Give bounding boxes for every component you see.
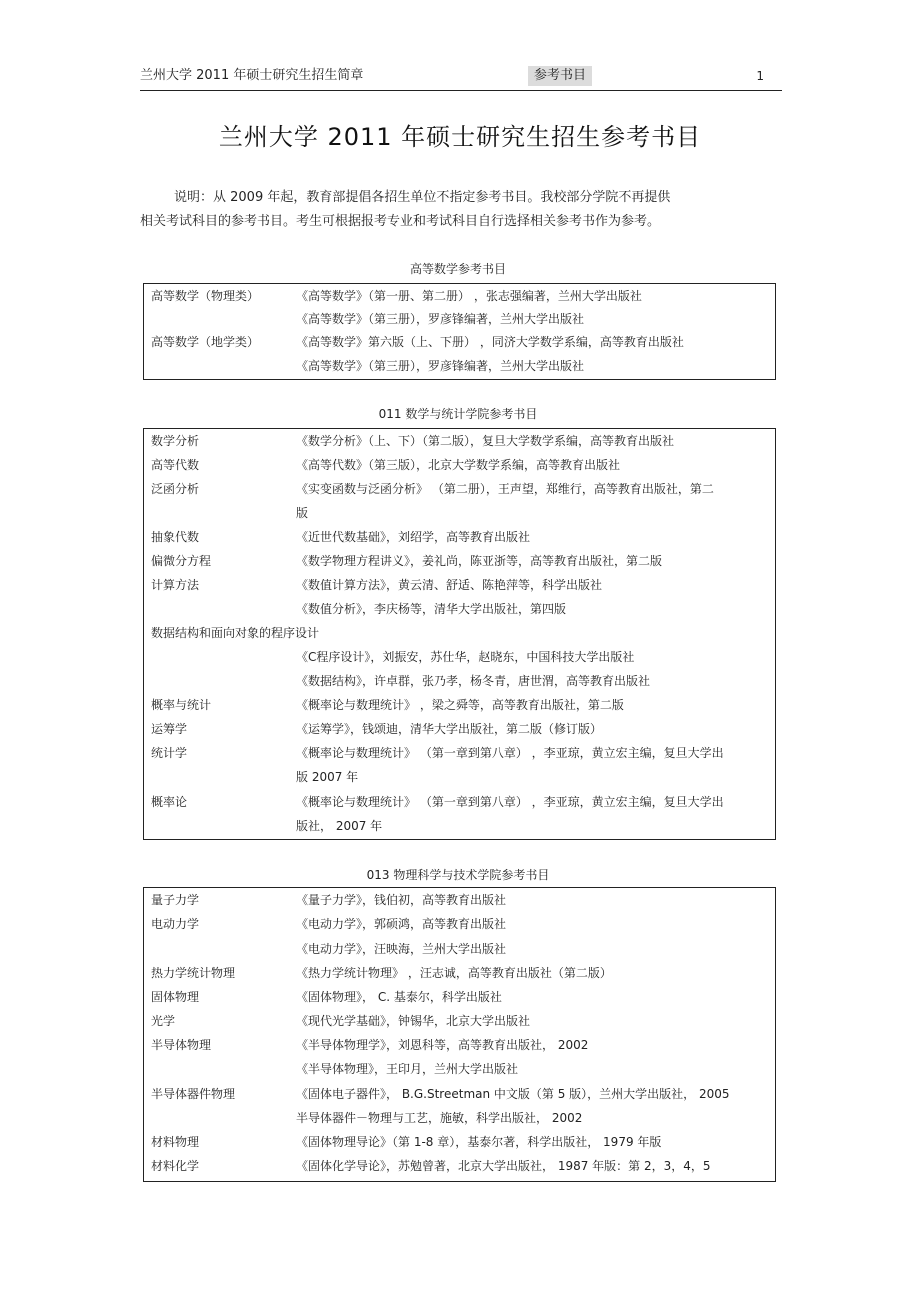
book-cell — [296, 354, 766, 378]
table-013 — [143, 887, 776, 1182]
book-cell — [296, 669, 766, 693]
book-line: 《半导体物理》，王印月，兰州大学出版社 — [296, 1062, 519, 1076]
book-cell — [296, 741, 766, 789]
book-line: 版 — [296, 506, 309, 520]
subject-cell: 统计学 — [151, 746, 188, 760]
subject-cell: 热力学统计物理 — [151, 966, 236, 980]
header-title: 兰州大学 2011 年硕士研究生招生简章 — [140, 68, 364, 83]
subject-cell: 高等数学（地学类） — [151, 335, 260, 349]
subject-cell: 材料化学 — [151, 1159, 200, 1173]
book-line: 《现代光学基础》，钟锡华，北京大学出版社 — [296, 1014, 531, 1028]
book-line: 《固体物理导论》（第 1-8 章），基泰尔著，科学出版社， 1979 年版 — [296, 1135, 662, 1149]
book-cell — [296, 1130, 766, 1154]
subject-cell: 电动力学 — [151, 917, 200, 931]
subject-cell: 数据结构和面向对象的程序设计 — [151, 626, 320, 640]
book-line: 半导体器件－物理与工艺，施敏，科学出版社， 2002 — [296, 1111, 583, 1125]
book-cell — [296, 961, 766, 985]
book-cell — [296, 937, 766, 961]
page-number: 1 — [756, 69, 764, 83]
page-header — [140, 66, 782, 91]
subject-cell: 光学 — [151, 1014, 176, 1028]
book-cell — [296, 1057, 766, 1081]
subject-cell: 运筹学 — [151, 722, 188, 736]
book-cell — [296, 453, 766, 477]
book-cell — [296, 549, 766, 573]
subject-cell: 概率论 — [151, 795, 188, 809]
book-line: 《高等数学》（第三册），罗彦锋编著，兰州大学出版社 — [296, 359, 585, 373]
book-cell — [296, 717, 766, 741]
subject-cell: 半导体器件物理 — [151, 1087, 236, 1101]
book-cell — [296, 597, 766, 621]
book-line: 《电动力学》，郭硕鸿，高等教育出版社 — [296, 917, 507, 931]
document-title: 兰州大学 2011 年硕士研究生招生参考书目 — [218, 123, 702, 151]
section-caption-math: 高等数学参考书目 — [409, 262, 506, 276]
subject-cell: 数学分析 — [151, 434, 200, 448]
book-cell — [296, 888, 766, 912]
subject-cell: 概率与统计 — [151, 698, 212, 712]
section-caption-013: 013 物理科学与技术学院参考书目 — [366, 868, 550, 882]
book-line: 《固体电子器件》， B.G.Streetman 中文版（第 5 版），兰州大学出版社， 2005 — [296, 1087, 730, 1101]
subject-cell: 半导体物理 — [151, 1038, 212, 1052]
book-cell — [296, 525, 766, 549]
book-cell — [296, 307, 766, 331]
book-line: 《数据结构》，许卓群，张乃孝，杨冬青，唐世渭，高等教育出版社 — [296, 674, 651, 688]
table-math — [143, 283, 776, 380]
book-line: 《高等数学》（第三册），罗彦锋编著，兰州大学出版社 — [296, 312, 585, 326]
book-cell — [296, 645, 766, 669]
book-line: 《数学物理方程讲义》，姜礼尚，陈亚浙等，高等教育出版社，第二版 — [296, 554, 663, 568]
table-011 — [143, 428, 776, 840]
section-caption-011: 011 数学与统计学院参考书目 — [378, 407, 538, 421]
subject-cell: 固体物理 — [151, 990, 200, 1004]
book-cell — [296, 1154, 766, 1178]
book-line: 《电动力学》，汪映海，兰州大学出版社 — [296, 942, 507, 956]
subject-cell: 高等数学（物理类） — [151, 289, 260, 303]
note-line-2: 相关考试科目的参考书目。考生可根据报考专业和考试科目自行选择相关参考书作为参考。 — [140, 214, 661, 229]
book-line: 《近世代数基础》，刘绍学，高等教育出版社 — [296, 530, 531, 544]
book-line: 《数值计算方法》，黄云清、舒适、陈艳萍等，科学出版社 — [296, 578, 603, 592]
subject-cell: 计算方法 — [151, 578, 200, 592]
book-line: 《高等数学》第六版（上、下册） ，同济大学数学系编，高等教育出版社 — [296, 335, 684, 349]
book-line: 《半导体物理学》，刘恩科等，高等教育出版社， 2002 — [296, 1038, 589, 1052]
book-line: 《概率论与数理统计》 （第一章到第八章） ，李亚琼，黄立宏主编，复旦大学出 — [296, 746, 724, 760]
book-cell — [296, 1033, 766, 1057]
subject-cell: 高等代数 — [151, 458, 200, 472]
header-section-label: 参考书目 — [528, 66, 592, 86]
book-cell — [296, 477, 766, 525]
book-cell — [296, 429, 766, 453]
book-line: 《C程序设计》，刘振安，苏仕华，赵晓东，中国科技大学出版社 — [296, 650, 635, 664]
subject-cell: 材料物理 — [151, 1135, 200, 1149]
book-cell — [296, 1009, 766, 1033]
book-line: 《高等代数》（第三版），北京大学数学系编，高等教育出版社 — [296, 458, 621, 472]
book-line: 《实变函数与泛函分析》 （第二册），王声望，郑维行，高等教育出版社，第二 — [296, 482, 714, 496]
book-cell — [296, 330, 766, 354]
subject-cell: 偏微分方程 — [151, 554, 212, 568]
book-line: 《热力学统计物理》 ，汪志诚，高等教育出版社（第二版） — [296, 966, 612, 980]
book-line: 版 2007 年 — [296, 770, 359, 784]
book-cell — [296, 1082, 766, 1106]
subject-cell: 抽象代数 — [151, 530, 200, 544]
book-line: 《数学分析》（上、下）（第二版），复旦大学数学系编，高等教育出版社 — [296, 434, 675, 448]
book-line: 《概率论与数理统计》 （第一章到第八章） ，李亚琼，黄立宏主编，复旦大学出 — [296, 795, 724, 809]
book-line: 《固体物理》， C. 基泰尔，科学出版社 — [296, 990, 502, 1004]
book-cell — [296, 912, 766, 936]
book-cell — [296, 284, 766, 308]
book-cell — [296, 693, 766, 717]
book-line: 版社， 2007 年 — [296, 819, 383, 833]
book-line: 《量子力学》，钱伯初，高等教育出版社 — [296, 893, 507, 907]
book-line: 《运筹学》，钱颂迪，清华大学出版社，第二版（修订版） — [296, 722, 603, 736]
book-cell — [296, 790, 766, 838]
book-line: 《概率论与数理统计》 ，梁之舜等，高等教育出版社，第二版 — [296, 698, 624, 712]
book-line: 《高等数学》（第一册、第二册） ，张志强编著，兰州大学出版社 — [296, 289, 642, 303]
subject-cell: 泛函分析 — [151, 482, 200, 496]
book-line: 《数值分析》，李庆杨等，清华大学出版社，第四版 — [296, 602, 567, 616]
book-line: 《固体化学导论》，苏勉曾著，北京大学出版社， 1987 年版：第 2，3，4，5 — [296, 1159, 711, 1173]
book-cell — [296, 573, 766, 597]
book-cell — [296, 1106, 766, 1130]
note-line-1: 说明：从 2009 年起，教育部提倡各招生单位不指定参考书目。我校部分学院不再提供 — [174, 190, 671, 205]
book-cell — [296, 985, 766, 1009]
subject-cell: 量子力学 — [151, 893, 200, 907]
